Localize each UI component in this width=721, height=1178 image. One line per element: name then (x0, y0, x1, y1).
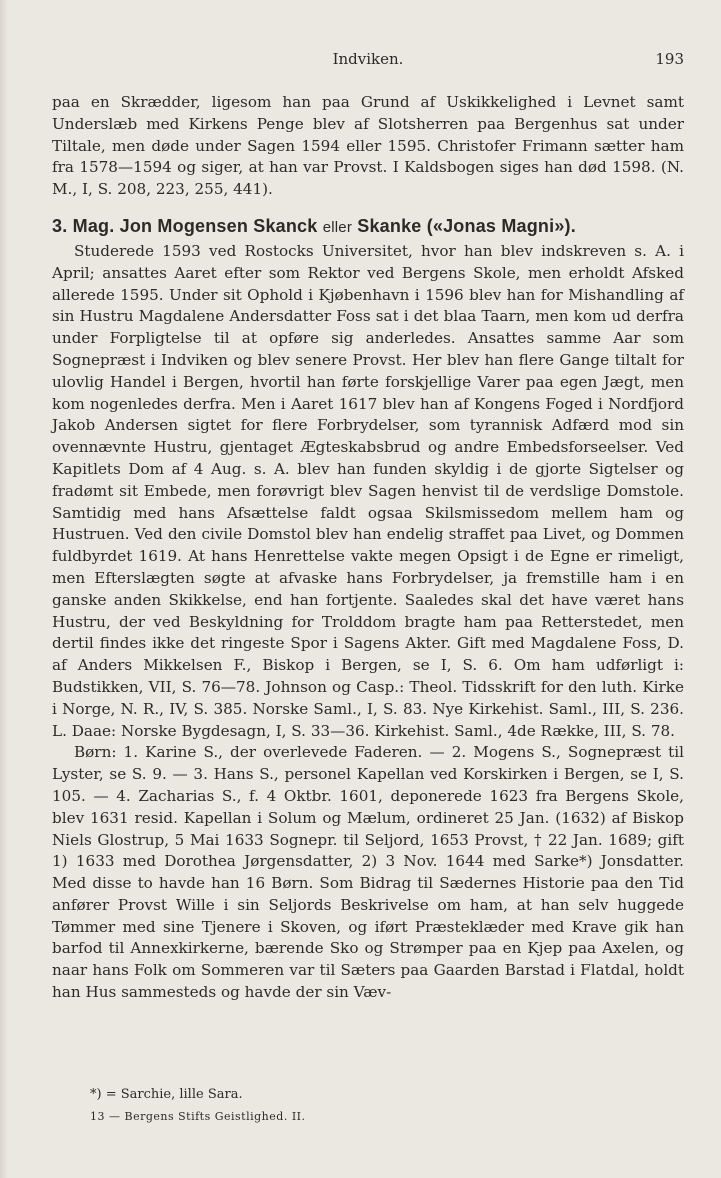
intro-paragraph: paa en Skrædder, ligesom han paa Grund af Uskikkelighed i Levnet samt Underslæb med Kirkens Penge blev af Slotsherren paa Bergenhus sat under Tiltale, men døde under Sagen 1594 eller 1595. Christofer Frimann sætter ham fra 1578—1594 og siger, at han var Provst. I Kaldsbogen siges han død 1598. (N. M., I, S. 208, 223, 255, 441). (52, 93, 684, 199)
page-edge (0, 0, 8, 1178)
section-heading (52, 213, 684, 241)
section-alt-name: Skanke («Jonas Magni»). (357, 215, 576, 236)
paragraph-children: Børn: 1. Karine S., der overlevede Faderen. — 2. Mogens S., Sognepræst til Lyster, se S. 9. — 3. Hans S., personel Kapellan ved Korskirken i Bergen, se I, S. 105. — 4. Zacharias S., f. 4 Oktbr. 1601, deponerede 1623 fra Bergens Skole, blev 1631 resid. Kapellan i Solum og Mælum, ordineret 25 Jan. (1632) af Biskop Niels Glostrup, 5 Mai 1633 Sognepr. til Seljord, 1653 Provst, † 22 Jan. 1689; gift 1) 1633 med Dorothea Jørgensdatter, 2) 3 Nov. 1644 med Sarke*) Jonsdatter. Med disse to havde han 16 Børn. Som Bidrag til Sædernes Historie paa den Tid anfører Provst Wille i sin Seljords Beskrivelse om ham, at han selv huggede Tømmer med sine Tjenere i Skoven, og iført Præsteklæder med Krave gik han barfod til Annexkirkerne, bærende Sko og Strømper paa en Kjep paa Axelen, og naar hans Folk om Sommeren var til Sæters paa Gaarden Barstad i Flatdal, holdt han Hus sammesteds og havde der sin Væv- (52, 743, 684, 1002)
page-header (52, 50, 684, 72)
section-number: 3. (52, 215, 68, 236)
running-title: Indviken. (332, 50, 404, 68)
page-body (52, 92, 684, 1004)
paragraph-biography: Studerede 1593 ved Rostocks Universitet, hvor han blev indskreven s. A. i April; ansattes Aaret efter som Rektor ved Bergens Skole, men erholdt Afsked allerede 1595. Under sit Ophold i Kjøbenhavn i 1596 blev han for Mishandling af sin Hustru Magdalene Andersdatter Foss sat i det blaa Taarn, men kom ud derfra under Forpligtelse til at opføre sig anderledes. Ansattes samme Aar som Sognepræst i Indviken og blev senere Provst. Her blev han flere Gange tiltalt for ulovlig Handel i Bergen, hvortil han førte forskjellige Varer paa egen Jægt, men kom nogenledes derfra. Men i Aaret 1617 blev han af Kongens Foged i Nordfjord Jakob Andersen sigtet for flere Forbrydelser, som tyrannisk Adfærd mod sin ovennævnte Hustru, gjentaget Ægteskabsbrud og andre Embedsforseelser. Ved Kapitlets Dom af 4 Aug. s. A. blev han funden skyldig i de gjorte Sigtelser og fradømt sit Embede, men forøvrigt blev Sagen henvist til de verdslige Domstole. Samtidig med hans Afsættelse faldt ogsaa Skilsmissedom mellem ham og Hustruen. Ved den civile Domstol blev han endelig straffet paa Livet, og Dommen fuldbyrdet 1619. At hans Henrettelse vakte megen Opsigt i de Egne er rimeligt, men Efterslægten søgte at afvaske hans Forbrydelser, ja fremstille ham i en ganske anden Skikkelse, end han fortjente. Saaledes skal det have været hans Hustru, der ved Beskyldning for Trolddom bragte ham paa Retterstedet, men dertil findes ikke det ringeste Spor i Sagens Akter. Gift med Magdalene Foss, D. af Anders Mikkelsen F., Biskop i Bergen, se I, S. 6. Om ham udførligt i: Budstikken, VII, S. 76—78. Johnson og Casp.: Theol. Tidsskrift for den luth. Kirke i Norge, N. R., IV, S. 385. Norske Saml., I, S. 83. Nye Kirkehist. Saml., III, S. 236. L. Daae: Norske Bygdesagn, I, S. 33—36. Kirkehist. Saml., 4de Række, III, S. 78. (52, 241, 684, 740)
footnote: *) = Sarchie, lille Sara. (90, 1087, 243, 1102)
printer-signature: 13 — Bergens Stifts Geistlighed. II. (90, 1110, 306, 1123)
section-name: Mag. Jon Mogensen Skanck (72, 215, 318, 236)
section-or: eller (322, 218, 353, 236)
page-number: 193 (655, 50, 684, 68)
